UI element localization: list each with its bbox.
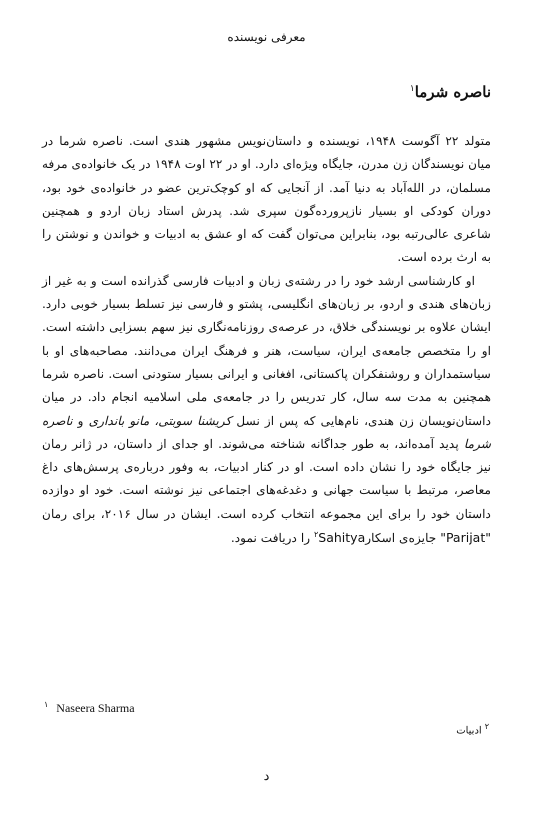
title-text: ناصره شرما (414, 83, 491, 101)
italic-author-name: ناصره شرما (42, 413, 491, 451)
novel-name: "Parijat" (440, 530, 491, 546)
section-title (410, 83, 491, 101)
paragraph-2-text-b: و (72, 413, 89, 428)
paragraph-1-text: متولد ۲۲ آگوست ۱۹۴۸، نویسنده و داستان‌نویس مشهور هندی است. ناصره شرما در میان نویسندگان زن مدرن، جایگاه ویژه‌ای دارد. او در ۲۲ اوت ۱۹۴۸ در یک خانواده‌ی مرفه مسلمان، در الله‌آباد به دنیا آمد. از آنجایی که او کوچک‌ترین عضو در خانواده‌ی خود بود، دوران کودکی او بسیار نازپرورده‌گون سپری شد. پدرش استاد زبان اردو و همچنین شاعری عالی‌رتبه بود، بنابراین می‌توان گفت که او عشق به ادبیات و خواندن و نوشتن را به ارث برده است. (42, 134, 492, 265)
paragraph-2 (42, 270, 491, 551)
title-footnote-ref: ۱ (409, 84, 415, 94)
footnote-2-text: ادبیات (456, 725, 482, 737)
footnote-1-text: Naseera Sharma (56, 701, 135, 715)
footnote-1 (44, 700, 135, 716)
paragraph-2-text-c: پدید آمده‌اند، به طور جداگانه شناخته می‌شوند. او جدای از داستان، در ژانر رمان نیز جایگاه خود را نشان داده است. او در کنار ادبیات، به وفور درباره‌ی پرسش‌های داغ معاصر، مرتبط با سیاست جهانی و دغدغه‌های اجتماعی نیز نوشته است. خود او دوازده داستان خود را برای این مجموعه انتخاب کرده است. ایشان در سال ۲۰۱۶، برای رمان (42, 436, 491, 521)
page-number: د (263, 769, 270, 784)
running-head: معرفی نویسنده (227, 30, 306, 44)
award-footnote-ref: ۲ (313, 529, 319, 539)
paragraph-2-text-e: را دریافت نمود. (230, 531, 314, 546)
footnote-2-marker: ۲ (484, 722, 489, 731)
paragraph-2-text-a: او کارشناسی ارشد خود را در رشته‌ی زبان و ادبیات فارسی گذرانده است و به غیر از زبان‌های هندی و اردو، بر زبان‌های انگلیسی، پشتو و فارسی نیز تسلط بسیار خوبی دارد. ایشان علاوه بر نویسندگی خلاق، در عرصه‌ی روزنامه‌نگاری نیز سهم بسزایی داشته است. او را متخصص جامعه‌ی ایران، سیاست، هنر و فرهنگ ایران می‌دانند. مصاحبه‌های او با سیاستمداران و روشنفکران پاکستانی، افغانی و ایرانی بسیار ستودنی است. ناصره شرما همچنین به مدت سه سال، کار تدریس را در جامعه‌ی ملی اسلامیه انجام داد. در میان داستان‌نویسان زن هندی، نام‌هایی که پس از نسل (42, 273, 491, 428)
footnote-1-marker: ۱ (44, 700, 49, 709)
paragraph-2-text-d: جایزه‌ی اسکار (365, 531, 441, 546)
body-text (42, 130, 491, 550)
italic-author-names: کریشنا سوبتی، مانو بانداری (88, 413, 232, 428)
award-name: Sahitya (318, 530, 366, 546)
paragraph-1 (42, 130, 491, 270)
footnote-2 (456, 722, 489, 736)
